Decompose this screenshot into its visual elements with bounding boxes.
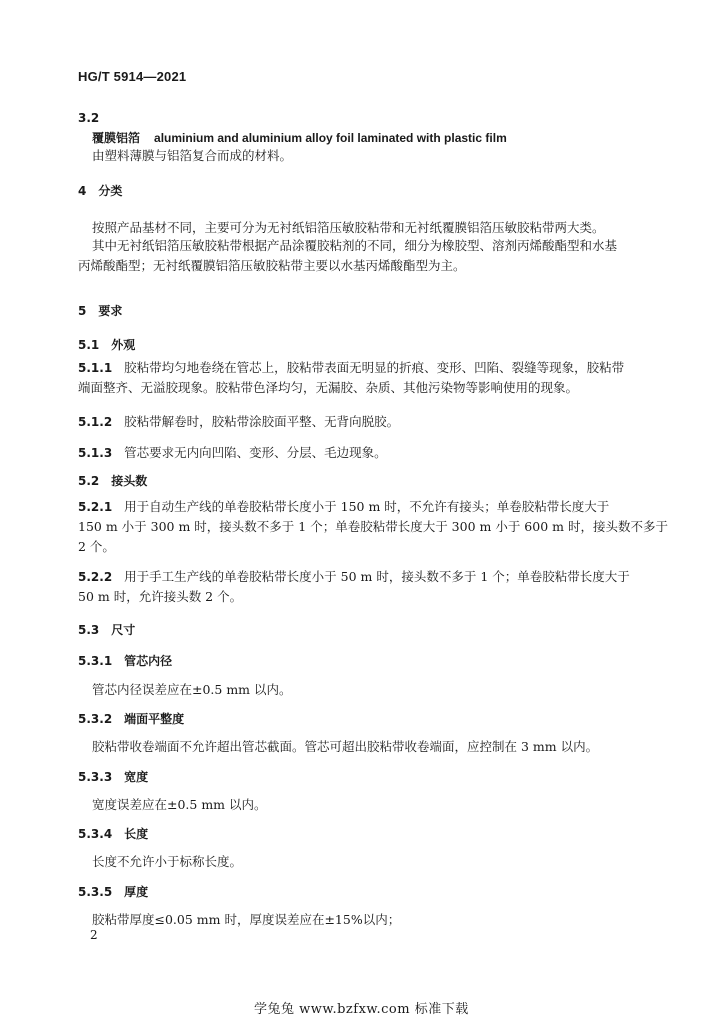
- section-5-heading: 5 要求: [78, 304, 123, 318]
- page-number: 2: [90, 928, 98, 942]
- clause-5-2-1: [78, 497, 668, 557]
- clause-number: 5.2.2: [78, 570, 113, 584]
- paragraph-line: 用于手工生产线的单卷胶粘带长度小于 50 m 时，接头数不多于 1 个；单卷胶粘带长度大于: [124, 569, 630, 584]
- clause-5-3-1-text: 管芯内径误差应在±0.5 mm 以内。: [92, 682, 292, 697]
- clause-5-1-3: [78, 442, 387, 461]
- clause-5-3-4-heading: 5.3.4 长度: [78, 827, 149, 841]
- clause-5-3-1-heading: 5.3.1 管芯内径: [78, 654, 173, 668]
- clause-number: 5.1.1: [78, 361, 113, 375]
- clause-5-1-2: [78, 411, 399, 430]
- section-4-heading: 4 分类: [78, 184, 123, 198]
- clause-5-1-1: [78, 358, 624, 398]
- section-4-paragraph-2: [78, 236, 617, 276]
- clause-text: 管芯要求无内向凹陷、变形、分层、毛边现象。: [124, 445, 387, 460]
- term-definition: 由塑料薄膜与铝箔复合而成的材料。: [92, 148, 293, 163]
- clause-number: 5.2.1: [78, 500, 113, 514]
- clause-5-3-4-text: 长度不允许小于标称长度。: [92, 854, 243, 869]
- paragraph-line: 端面整齐、无溢胶现象。胶粘带色泽均匀，无漏胶、杂质、其他污染物等影响使用的现象。: [78, 380, 579, 395]
- paragraph-line: 2 个。: [78, 539, 115, 554]
- clause-5-3-2-text: 胶粘带收卷端面不允许超出管芯截面。管芯可超出胶粘带收卷端面，应控制在 3 mm 以内。: [92, 739, 599, 754]
- clause-5-1-heading: 5.1 外观: [78, 338, 136, 352]
- paragraph-line: 用于自动生产线的单卷胶粘带长度小于 150 m 时，不允许有接头；单卷胶粘带长度大于: [124, 499, 610, 514]
- clause-5-2-2: [78, 567, 630, 607]
- term-english: aluminium and aluminium alloy foil laminated with plastic film: [154, 131, 507, 145]
- section-4-paragraph-1: 按照产品基材不同，主要可分为无衬纸铝箔压敏胶粘带和无衬纸覆膜铝箔压敏胶粘带两大类。: [92, 220, 605, 235]
- clause-number: 5.1.2: [78, 415, 113, 429]
- clause-5-2-heading: 5.2 接头数: [78, 474, 148, 488]
- clause-5-3-3-text: 宽度误差应在±0.5 mm 以内。: [92, 797, 267, 812]
- clause-5-3-5-heading: 5.3.5 厚度: [78, 885, 149, 899]
- paragraph-line: 150 m 小于 300 m 时，接头数不多于 1 个；单卷胶粘带长度大于 300 m 小于 600 m 时，接头数不多于: [78, 519, 668, 534]
- clause-3-2-number: 3.2: [78, 111, 100, 125]
- paragraph-line: 丙烯酸酯型；无衬纸覆膜铝箔压敏胶粘带主要以水基丙烯酸酯型为主。: [78, 258, 466, 273]
- paragraph-line: 胶粘带均匀地卷绕在管芯上，胶粘带表面无明显的折痕、变形、凹陷、裂缝等现象，胶粘带: [124, 360, 625, 375]
- paragraph-line: 其中无衬纸铝箔压敏胶粘带根据产品涂覆胶粘剂的不同，细分为橡胶型、溶剂丙烯酸酯型和水基: [92, 238, 618, 253]
- term-chinese: 覆膜铝箔: [92, 131, 141, 145]
- clause-text: 胶粘带解卷时，胶粘带涂胶面平整、无背向脱胶。: [124, 414, 400, 429]
- clause-5-3-2-heading: 5.3.2 端面平整度: [78, 712, 185, 726]
- clause-5-3-heading: 5.3 尺寸: [78, 623, 136, 637]
- paragraph-line: 50 m 时，允许接头数 2 个。: [78, 589, 243, 604]
- clause-number: 5.1.3: [78, 446, 113, 460]
- term-entry: [92, 127, 507, 146]
- clause-5-3-3-heading: 5.3.3 宽度: [78, 770, 149, 784]
- standard-number: HG/T 5914—2021: [78, 69, 187, 84]
- footer-watermark: 学兔兔 www.bzfxw.com 标准下载: [254, 1002, 469, 1017]
- clause-5-3-5-text: 胶粘带厚度≤0.05 mm 时，厚度误差应在±15%以内；: [92, 912, 401, 927]
